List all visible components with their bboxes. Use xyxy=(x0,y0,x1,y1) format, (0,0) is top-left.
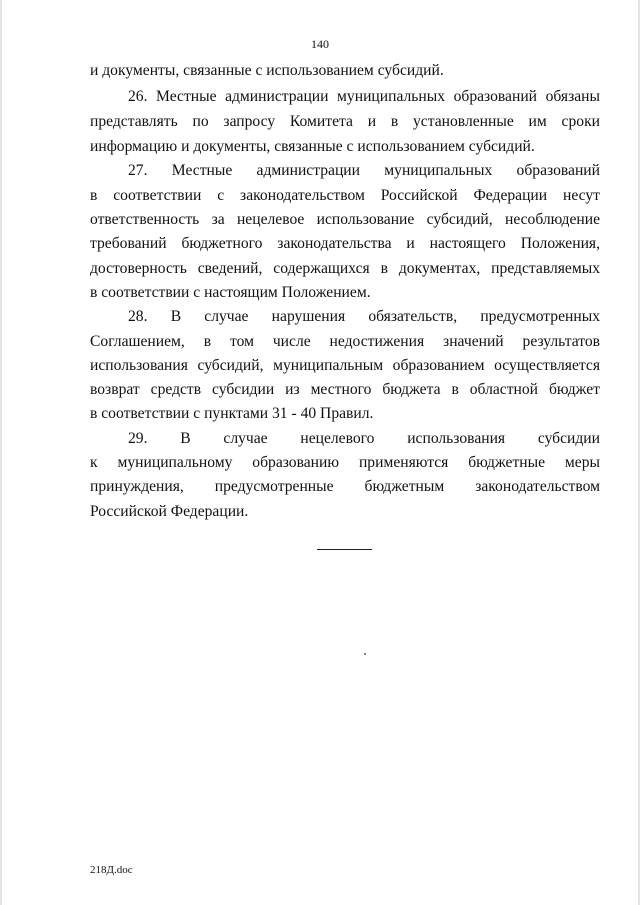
paragraph-28-line: в соответствии с пунктами 31 - 40 Правил. xyxy=(90,405,374,422)
end-separator-line xyxy=(317,549,372,550)
paragraph-29-line: к муниципальному образованию применяются бюджетные меры xyxy=(90,454,600,471)
paragraph-29-line: 29. В случае нецелевого использования субсидии xyxy=(128,430,600,447)
page-number: 140 xyxy=(311,37,329,51)
paragraph-29-line: принуждения, предусмотренные бюджетным законодательством xyxy=(90,478,600,495)
footer-file-name: 218Д.doc xyxy=(90,864,133,876)
paragraph-29-line: Российской Федерации. xyxy=(90,503,249,520)
paragraph-28-line: возврат средств субсидии из местного бюджета в областной бюджет xyxy=(90,381,600,398)
paragraph-26-line: 26. Местные администрации муниципальных образований обязаны xyxy=(128,88,600,105)
paragraph-27-line: 27. Местные администрации муниципальных образований xyxy=(128,162,600,179)
paragraph-28-line: использования субсидий, муниципальным образованием осуществляется xyxy=(90,357,600,374)
paragraph-28-line: 28. В случае нарушения обязательств, предусмотренных xyxy=(128,308,600,325)
scan-speck xyxy=(364,653,366,655)
paragraph-27-line: требований бюджетного законодательства и настоящего Положения, xyxy=(90,235,600,252)
scan-left-edge xyxy=(0,0,2,905)
paragraph-26-line: представлять по запросу Комитета и в установленные им сроки xyxy=(90,113,600,130)
paragraph-27-line: в соответствии с настоящим Положением. xyxy=(90,284,371,301)
paragraph-28-line: Соглашением, в том числе недостижения значений результатов xyxy=(90,333,600,350)
paragraph-27-line: достоверность сведений, содержащихся в документах, представляемых xyxy=(90,260,600,277)
text-line: и документы, связанные с использованием субсидий. xyxy=(90,62,444,79)
paragraph-27-line: в соответствии с законодательством Российской Федерации несут xyxy=(90,187,600,204)
paragraph-26-line: информацию и документы, связанные с использованием субсидий. xyxy=(90,138,535,155)
paragraph-27-line: ответственность за нецелевое использование субсидий, несоблюдение xyxy=(90,211,600,228)
